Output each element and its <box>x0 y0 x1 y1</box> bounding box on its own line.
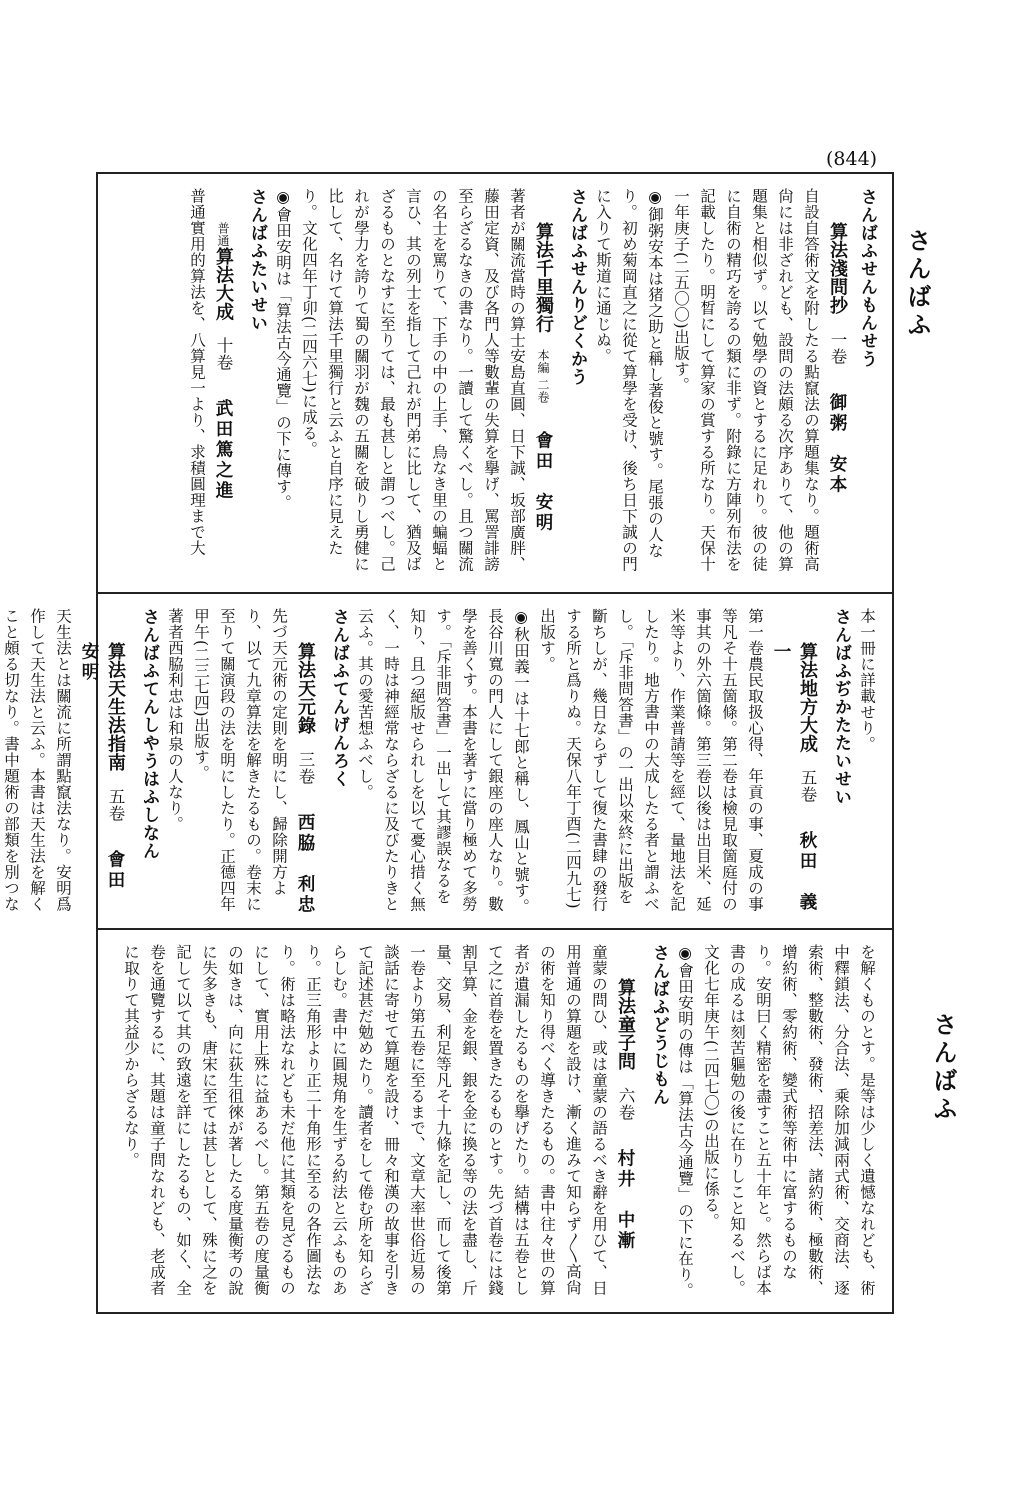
entry-heading: さんばふてんしやうはふしなん <box>139 608 159 860</box>
entry-title-line <box>768 642 820 920</box>
entry-note: ◉御粥安本は猪之助と稱し著俊と號す。尾張の人なり。初め菊岡直之に從て算學を受け、後ち日下誠の門に入りて斯道に通じぬ。 <box>594 188 664 572</box>
tier-middle <box>2 594 892 930</box>
entry-title: 算法大成 <box>213 247 234 321</box>
entry-heading: さんばふせんりどくかう <box>567 188 587 386</box>
entry-author: 武田篤之進 <box>213 399 233 502</box>
tier-middle-text <box>2 608 880 920</box>
entry-body: 童蒙の問ひ、或は童蒙の語るべき辭を用ひて、日用普通の算題を設け、漸く進みて知らず〳〵高尙の術を知り得べく導きたるもの。書中往々世の算者が遺漏したるものを擧げたり。結構は五卷として之に首卷を置きたるものとす。先づ首卷には錢割早算、金を銀、銀を金に換る等の法を盡し、斤量、交易、利足等凡そ十九條を記し、而して後第一卷より第五卷に至るまで、文章大率世俗近易の談話に寄せて算題を設け、冊々和漢の故事を引きて記述甚だ勉めたり。讀者をして倦む所を知らざらしむ。書中に圓規角を生ずる約法と云ふものあり。正三角形より正二十角形に至るの各作圖法なり。術は略法なれども未だ他に其類を見ざるものにして、實用上殊に益あるべし。第五卷の度量衡の如きは、向に荻生徂徠が著したる度量衡考の說に失多きも、唐宋に至ては甚しとして、殊に之を記して以て其の致遠を詳にしたるもの、如く、全卷を通覽するに、其題は童子問なれども、老成者に取りて其益少からざるなり。 <box>122 944 608 1296</box>
entry-title: 算法千里獨行 <box>533 222 554 333</box>
entry-heading: さんばふたいせい <box>247 188 267 332</box>
entry-title-line <box>612 978 638 1304</box>
tier-bottom-text <box>106 944 880 1304</box>
entry-body-continued: 本一冊に詳載せり。 <box>858 608 876 752</box>
entry-title-line <box>530 222 556 584</box>
entry-title: 算法天元錄 <box>295 642 316 735</box>
entry-volumes: 三卷 <box>296 750 315 785</box>
entry-body: 著者が關流當時の算士安島直圓、日下誠、坂部廣胖、藤田定資、及び各門人等數輩の失算を擧げ、罵詈誹謗至らざるなきの書なり。一讀して驚くべし。且つ關流の名士を罵りて、下手の中の上手、烏なき里の蝙蝠と言ひ、其の列士を指して己れが門弟に比して、猶及ばざるものとなすに至りては、最も甚しと謂つべし。己れが學力を誇りて蜀の關羽が魏の五關を破りし勇健に比して、名けて算法千里獨行と云ふと自序に見えたり。文化四年丁卯(二四六七)に成る。 <box>300 188 526 572</box>
entry-title-line <box>292 642 318 920</box>
entry-body: 第一卷農民取扱心得、年貢の事、夏成の事等凡そ十五箇條。第二卷は檢見取箇庭付の事其の外六箇條。第三卷以後は出目米、延米等より、作業普請等を經て、量地法を記したり。地方書中の大成したる者と謂ふべし。「斥非問答書」の一出以來終に出版を斷ちしが、幾日ならずして復た書肆の發行する所と爲りぬ。天保八年丁酉(二四九七)出版す。 <box>538 608 764 912</box>
entry-heading: さんばふてんげんろく <box>329 608 349 788</box>
entry-body: 先づ天元術の定則を明にし、歸除開方より、以て九章算法を解きたるもの。卷末に至りて關演段の法を明にしたり。正德四年甲午(二三七四)出版す。 <box>192 608 288 912</box>
entry-heading: さんばふぢかたたいせい <box>831 608 851 806</box>
entry-note: ◉會田安明の傳は「算法古今通覽」の下に在り。 <box>676 944 694 1299</box>
page-number: (844) <box>826 148 878 170</box>
entry-author: 村井 中漸 <box>615 1148 635 1251</box>
entry-note: ◉會田安明は「算法古今通覽」の下に傳す。 <box>274 188 292 511</box>
entry-body: 自設自答術文を附したる點竄法の算題集なり。題術高尙には非ざれども、設問の法頗る次序ありて、他の算題集と相似ず。以て勉學の資とするに足れり。彼の徒に自術の精巧を誇るの類に非ず。附錄に方陣列布法を記載したり。明晳にして算家の賞する所なり。天保十一年庚子(二五〇〇)出版す。 <box>672 188 820 572</box>
running-head-bottom: さんばふ <box>929 1012 958 1124</box>
entry-volumes: 五卷 <box>798 769 817 803</box>
entry-body: 天生法とは關流に所謂點竄法なり。安明爲作して天生法と云ふ。本書は天生法を解くこと頗る切なり。書中題術の部類を別つな <box>2 608 72 912</box>
entry-heading: さんばふせんもんせう <box>857 188 877 368</box>
entry-volumes: 一卷 <box>828 330 847 365</box>
entry-volumes: 六卷 <box>616 1086 635 1121</box>
entry-title: 算法天生法指南 <box>105 642 126 772</box>
entry-title-line <box>824 222 850 584</box>
entry-title-prefix: 普通 <box>216 222 230 247</box>
entry-note: 著者西脇利忠は和泉の人なり。 <box>166 608 184 832</box>
tier-bottom <box>98 930 892 1312</box>
entry-author: 秋田 義一 <box>771 642 817 913</box>
entry-title: 算法地方大成 <box>797 642 818 753</box>
entry-author: 會田 安明 <box>79 642 125 911</box>
entry-body: 普通實用的算法を、八算見一より、求積圓理まで大 <box>188 188 206 556</box>
entry-title-line <box>76 642 128 920</box>
entry-volumes: 本編 二卷 <box>536 349 550 404</box>
entry-author: 西脇 利忠 <box>295 812 315 915</box>
entry-author: 御粥 安本 <box>827 392 847 495</box>
tier-top <box>98 174 892 594</box>
entry-title-line <box>210 222 236 584</box>
entry-volumes: 五卷 <box>106 787 125 822</box>
entry-body-continued: を解くものとす。是等は少しく遺憾なれども、術中釋鎖法、分合法、乘除加減兩式術、交商法、逐索術、整數術、發術、招差法、諸約術、極數術、增約術、零約術、變式術等術中に富するものなり。安明曰く精密を盡すこと五十年と。然らば本書の成るは刻苦軀勉の後に在りしこと知るべし。文化七年庚午(二四七〇)の出版に係る。 <box>702 944 876 1296</box>
tier-top-text <box>106 188 880 584</box>
entry-volumes: 十卷 <box>214 337 233 371</box>
entry-heading: さんばふどうじもん <box>649 944 669 1106</box>
entry-title: 算法淺問抄 <box>827 222 848 315</box>
entry-title: 算法童子問 <box>615 978 636 1071</box>
entry-author: 會田 安明 <box>533 431 553 534</box>
dictionary-frame <box>2 172 894 1314</box>
running-head-top: さんばふ <box>903 228 932 340</box>
entry-note: ◉秋田義一は十七郎と稱し、鳳山と號す。長谷川寬の門人にして銀座の座人なり。數學を善くす。本書を著すに當り極めて多勞す。「斥非問答書」一出して其謬誤なるを知り、且つ絕版せられしを以て憂心措く無く、一時は神經常ならざるに及びたりきと云ふ。其の愛苦想ふべし。 <box>356 608 530 915</box>
